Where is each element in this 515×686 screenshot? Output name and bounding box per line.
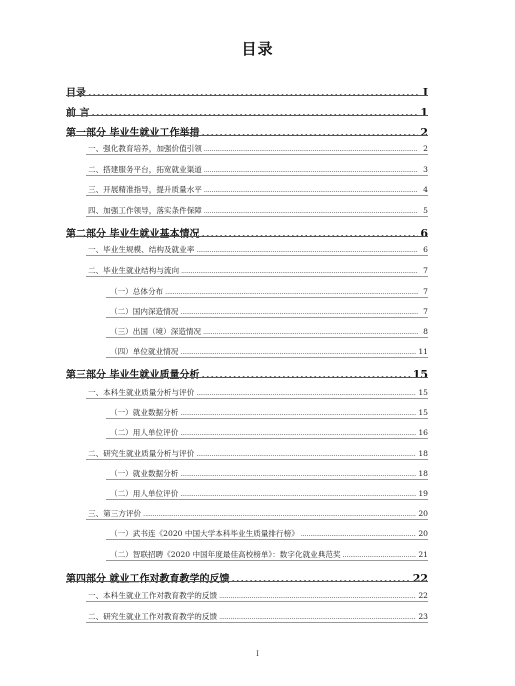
dot-leader (204, 185, 418, 194)
dot-leader (201, 370, 410, 381)
toc-entry-page: 22 (412, 572, 428, 585)
dot-leader (203, 327, 418, 336)
toc-entry-label: （一）总体分布 (110, 287, 164, 296)
toc-entry-page: 18 (418, 469, 428, 478)
toc-entry-label: 二、研究生就业工作对教育教学的反馈 (88, 612, 218, 621)
toc-entry-page: 20 (418, 529, 428, 538)
dot-leader (180, 408, 416, 417)
toc-entry-page: 2 (420, 126, 428, 139)
toc-entry[interactable] (66, 143, 428, 154)
toc-entry-label: （二）用人单位评价 (110, 428, 179, 437)
dot-leader (180, 428, 416, 437)
toc-entry[interactable] (66, 427, 428, 438)
row-underline (86, 255, 428, 256)
toc-entry[interactable] (66, 164, 428, 175)
toc-entry-page: 8 (423, 327, 428, 336)
toc-entry-label: 三、开展精准指导，提升质量水平 (88, 185, 202, 194)
row-underline (86, 398, 428, 399)
row-underline (106, 297, 428, 298)
row-underline (86, 601, 428, 602)
row-underline (106, 317, 428, 318)
toc-entry-label: 第一部分 毕业生就业工作举措 (66, 128, 200, 139)
dot-leader (196, 245, 418, 254)
toc-entry-label: 三、第三方评价 (88, 509, 142, 518)
row-underline (86, 154, 428, 155)
toc-entry-page: 4 (423, 185, 428, 194)
row-underline (106, 479, 428, 480)
row-underline (86, 276, 428, 277)
toc-entry-label: （一）就业数据分析 (110, 469, 179, 478)
toc-entry-page: 11 (418, 347, 428, 356)
dot-leader (219, 591, 416, 600)
dot-leader (196, 388, 416, 397)
dot-leader (181, 266, 418, 275)
toc-entry-label: 前 言 (66, 108, 90, 119)
toc-entry[interactable] (66, 468, 428, 479)
toc-entry-page: 7 (423, 266, 428, 275)
row-underline (66, 581, 428, 582)
toc-entry-page: 2 (423, 144, 428, 153)
toc-entry-page: 7 (423, 307, 428, 316)
dot-leader (201, 128, 418, 139)
toc-title: 目录 (241, 40, 274, 58)
toc-entry-page: 6 (423, 245, 428, 254)
toc-entry-page: 15 (418, 388, 428, 397)
toc-entry-page: 15 (412, 368, 428, 381)
toc-entry-label: （一）就业数据分析 (110, 408, 179, 417)
toc-entry-label: 一、强化教育培养，加强价值引领 (88, 144, 202, 153)
toc-entry[interactable] (66, 265, 428, 276)
toc-entry-label: 目录 (66, 88, 86, 99)
dot-leader (143, 509, 416, 518)
row-underline (106, 418, 428, 419)
toc-entry-page: 6 (420, 227, 428, 240)
toc-entry-label: （二）智联招聘《2020 中国年度最佳高校榜单》：数字化就业典范奖 (110, 550, 341, 559)
row-underline (66, 95, 428, 96)
toc-entry[interactable] (66, 528, 428, 539)
toc-entry-label: （二）用人单位评价 (110, 489, 179, 498)
toc-entry[interactable] (66, 611, 428, 622)
toc-entry-label: （三）出国（境）深造情况 (110, 327, 202, 336)
row-underline (86, 175, 428, 176)
dot-leader (91, 108, 418, 119)
toc-entry-label: 二、研究生就业质量分析与评价 (88, 449, 195, 458)
row-underline (66, 115, 428, 116)
toc-entry-page: 5 (423, 206, 428, 215)
toc-entry-label: （四）单位就业情况 (110, 347, 179, 356)
toc-entry-label: 一、毕业生规模、结构及就业率 (88, 245, 195, 254)
toc-entry[interactable] (66, 184, 428, 195)
footer-page-number: I (256, 650, 259, 658)
toc-entry[interactable] (66, 104, 428, 119)
toc-entry-page: 1 (420, 106, 428, 119)
dot-leader (204, 206, 418, 215)
toc-entry[interactable] (66, 570, 428, 585)
toc-entry-label: （一）武书连《2020 中国大学本科毕业生质量排行榜》 (110, 529, 299, 538)
row-underline (106, 499, 428, 500)
row-underline (86, 622, 428, 623)
dot-leader (301, 529, 417, 538)
toc-entry-page: 15 (418, 408, 428, 417)
toc-entry-label: 第三部分 毕业生就业质量分析 (66, 370, 200, 381)
dot-leader (343, 550, 417, 559)
toc-entry-page: 22 (418, 591, 428, 600)
row-underline (106, 337, 428, 338)
toc-entry[interactable] (66, 508, 428, 519)
toc-entry-label: （二）国内深造情况 (110, 307, 179, 316)
toc-entry[interactable] (66, 244, 428, 255)
toc-entry[interactable] (66, 387, 428, 398)
dot-leader (219, 612, 416, 621)
dot-leader (88, 88, 418, 99)
row-underline (106, 438, 428, 439)
row-underline (86, 519, 428, 520)
toc-entry-page: 23 (418, 612, 428, 621)
toc-entry-page: 18 (418, 449, 428, 458)
row-underline (106, 560, 428, 561)
toc-entry-page: 3 (423, 165, 428, 174)
dot-leader (196, 449, 416, 458)
toc-entry[interactable] (66, 366, 428, 381)
toc-entry[interactable] (66, 549, 428, 560)
toc-entry[interactable] (66, 346, 428, 357)
dot-leader (180, 307, 418, 316)
toc-entry-label: 第二部分 毕业生就业基本情况 (66, 229, 200, 240)
dot-leader (165, 287, 418, 296)
toc-entry[interactable] (66, 407, 428, 418)
dot-leader (204, 144, 418, 153)
toc-entry-page: 21 (418, 550, 428, 559)
toc-entry-label: 一、本科生就业质量分析与评价 (88, 388, 195, 397)
toc-entry-page: 7 (423, 287, 428, 296)
dot-leader (204, 165, 418, 174)
toc-entry-label: 第四部分 就业工作对教育教学的反馈 (66, 574, 230, 585)
toc-entry[interactable] (66, 448, 428, 459)
row-underline (86, 459, 428, 460)
toc-entry-label: 二、搭建服务平台，拓宽就业渠道 (88, 165, 202, 174)
toc-entry[interactable] (66, 590, 428, 601)
toc-entry[interactable] (66, 286, 428, 297)
toc-entry-label: 四、加强工作领导，落实条件保障 (88, 206, 202, 215)
row-underline (86, 195, 428, 196)
dot-leader (180, 347, 416, 356)
toc-entry[interactable] (66, 205, 428, 216)
row-underline (106, 357, 428, 358)
dot-leader (201, 229, 418, 240)
row-underline (66, 135, 428, 136)
toc-entry[interactable] (66, 124, 428, 139)
dot-leader (231, 574, 410, 585)
toc-entry[interactable] (66, 225, 428, 240)
row-underline (66, 377, 428, 378)
row-underline (66, 236, 428, 237)
toc-entry-label: 二、毕业生就业结构与流向 (88, 266, 180, 275)
toc-entry[interactable] (66, 488, 428, 499)
toc-entry[interactable] (66, 306, 428, 317)
toc-entry[interactable] (66, 84, 428, 99)
row-underline (86, 216, 428, 217)
toc-entry[interactable] (66, 326, 428, 337)
toc-entry-page: 19 (418, 489, 428, 498)
row-underline (106, 539, 428, 540)
toc-entry-page: 20 (418, 509, 428, 518)
toc-entry-page: I (422, 86, 428, 99)
dot-leader (180, 469, 416, 478)
dot-leader (180, 489, 416, 498)
toc-entry-label: 一、本科生就业工作对教育教学的反馈 (88, 591, 218, 600)
toc-entry-page: 16 (418, 428, 428, 437)
